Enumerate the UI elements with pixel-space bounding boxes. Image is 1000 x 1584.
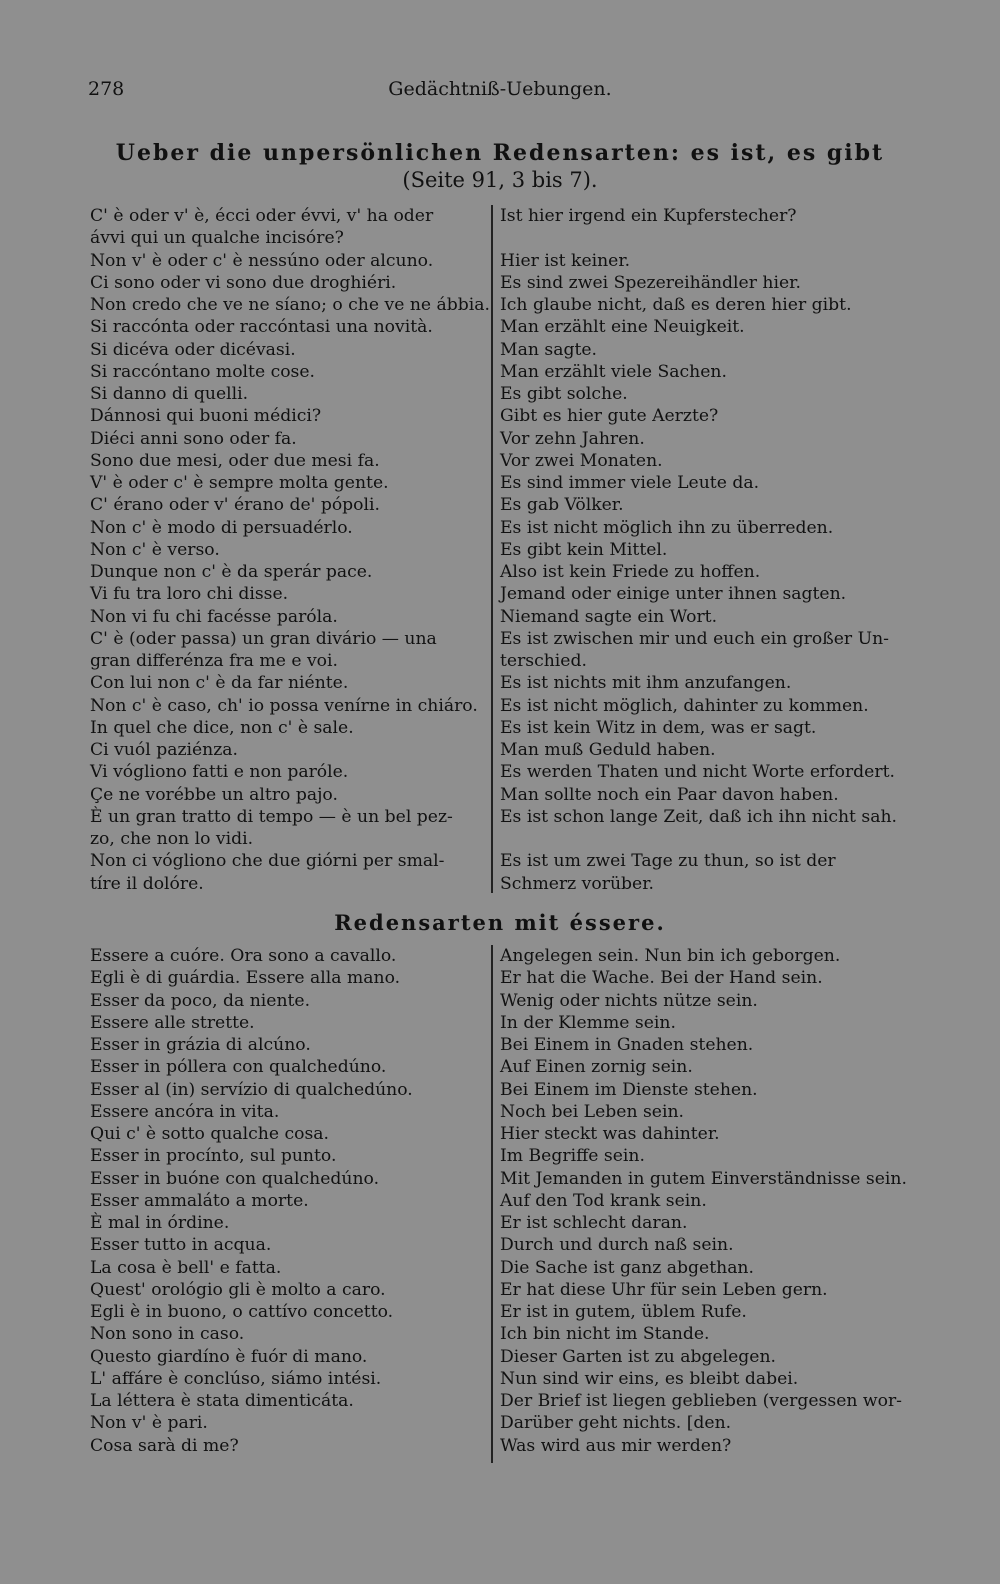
text-line: Esser in póllera con qualchedúno. — [90, 1057, 387, 1078]
text-line: Man sollte noch ein Paar davon haben. — [500, 784, 839, 805]
text-line: Si raccónta oder raccóntasi una novità. — [90, 317, 433, 338]
italian-column — [90, 205, 490, 895]
text-line: Diéci anni sono oder fa. — [90, 428, 297, 449]
text-line: Es gibt kein Mittel. — [500, 539, 668, 560]
text-line: Nun sind wir eins, es bleibt dabei. — [500, 1368, 799, 1389]
text-line: zo, che non lo vidi. — [90, 829, 254, 849]
text-line: Esser ammaláto a morte. — [90, 1190, 309, 1211]
text-line: Non credo che ve ne síano; o che ve ne ábbia. — [90, 295, 491, 315]
text-line: In quel che dice, non c' è sale. — [90, 717, 354, 738]
text-line: La cosa è bell' e fatta. — [90, 1257, 282, 1278]
italian-column-2 — [90, 945, 413, 1457]
text-line: Bei Einem im Dienste stehen. — [500, 1079, 758, 1100]
text-line: Jemand oder einige unter ihnen sagten. — [500, 584, 847, 605]
text-line: Ci vuól paziénza. — [90, 740, 239, 760]
text-line: tíre il dolóre. — [90, 873, 204, 894]
text-line: Man erzählt viele Sachen. — [500, 361, 727, 382]
text-line: Vor zehn Jahren. — [500, 428, 645, 449]
text-line: Die Sache ist ganz abgethan. — [500, 1257, 754, 1278]
text-line: Er ist in gutem, üblem Rufe. — [500, 1302, 747, 1322]
section-title: Ueber die unpersönlichen Redensarten: es ist, es gibt — [115, 140, 885, 166]
text-line: terschied. — [500, 651, 587, 671]
text-line: Egli è in buono, o cattívo concetto. — [90, 1302, 394, 1322]
text-line: Esser in buóne con qualchedúno. — [90, 1168, 380, 1189]
text-line: V' è oder c' è sempre molta gente. — [90, 473, 389, 493]
text-line: Sono due mesi, oder due mesi fa. — [90, 450, 380, 471]
german-column-2 — [500, 945, 907, 1457]
text-line: Essere alle strette. — [90, 1012, 255, 1033]
text-line: Schmerz vorüber. — [500, 873, 654, 894]
text-line: Also ist kein Friede zu hoffen. — [500, 562, 761, 582]
text-line: Es werden Thaten und nicht Worte erfordert. — [500, 762, 895, 783]
text-line: Es ist kein Witz in dem, was er sagt. — [500, 717, 817, 738]
text-line: Es sind zwei Spezereihändler hier. — [500, 272, 801, 293]
text-line: In der Klemme sein. — [500, 1012, 676, 1033]
page-number: 278 — [88, 78, 125, 100]
text-line: Cosa sarà di me? — [90, 1435, 239, 1456]
text-line: L' affáre è conclúso, siámo intési. — [90, 1368, 382, 1389]
text-line: Non sono in caso. — [90, 1324, 245, 1345]
text-line: Quest' orológio gli è molto a caro. — [90, 1279, 386, 1300]
text-line: Dieser Garten ist zu abgelegen. — [500, 1346, 776, 1367]
text-line: Es sind immer viele Leute da. — [500, 473, 760, 493]
text-line: Hier steckt was dahinter. — [500, 1124, 720, 1144]
text-line: Dánnosi qui buoni médici? — [90, 406, 322, 427]
text-line: Esser al (in) servízio di qualchedúno. — [90, 1079, 413, 1100]
text-line: Non c' è modo di persuadérlo. — [90, 517, 353, 538]
text-line: ávvi qui un qualche incisóre? — [90, 228, 344, 249]
text-line: Man erzählt eine Neuigkeit. — [500, 317, 745, 338]
text-line: C' è (oder passa) un gran divário — una — [90, 628, 437, 649]
text-line: Darüber geht nichts. [den. — [500, 1413, 732, 1434]
text-line: Noch bei Leben sein. — [500, 1101, 684, 1122]
text-line: Niemand sagte ein Wort. — [500, 606, 718, 627]
text-line: Non c' è caso, ch' io possa venírne in chiáro. — [90, 695, 478, 716]
text-line: È un gran tratto di tempo — è un bel pez- — [90, 806, 453, 827]
text-line: Ich bin nicht im Stande. — [500, 1324, 710, 1345]
text-line: Man sagte. — [500, 339, 597, 360]
text-line: Es ist zwischen mir und euch ein großer Un- — [500, 628, 889, 649]
text-line: Qui c' è sotto qualche cosa. — [90, 1124, 330, 1144]
text-line: Con lui non c' è da far niénte. — [90, 673, 349, 694]
text-line: C' érano oder v' érano de' pópoli. — [90, 495, 380, 516]
text-line: Ci sono oder vi sono due droghiéri. — [90, 272, 397, 293]
text-line: Si dicéva oder dicévasi. — [90, 339, 296, 360]
german-column — [500, 205, 897, 895]
column-divider — [491, 205, 493, 893]
text-line: Man muß Geduld haben. — [500, 740, 716, 760]
text-line: Non v' è oder c' è nessúno oder alcuno. — [90, 250, 434, 271]
text-line: Esser in grázia di alcúno. — [90, 1035, 311, 1055]
text-line: Mit Jemanden in gutem Einverständnisse sein. — [500, 1168, 907, 1189]
text-line: Questo giardíno è fuór di mano. — [90, 1346, 368, 1367]
text-line: Er hat die Wache. Bei der Hand sein. — [500, 968, 823, 989]
text-line: Gibt es hier gute Aerzte? — [500, 406, 719, 427]
text-line: Es ist nicht möglich ihn zu überreden. — [500, 517, 834, 538]
text-line: Ich glaube nicht, daß es deren hier gibt. — [500, 295, 852, 315]
text-line: Es gibt solche. — [500, 384, 628, 404]
text-line: Non ci vógliono che due giórni per smal- — [90, 851, 445, 872]
text-line: Hier ist keiner. — [500, 250, 631, 271]
text-line: Non v' è pari. — [90, 1413, 208, 1434]
text-line: Esser in procínto, sul punto. — [90, 1146, 337, 1167]
text-line: Egli è di guárdia. Essere alla mano. — [90, 968, 401, 989]
text-line: Es ist schon lange Zeit, daß ich ihn nicht sah. — [500, 806, 897, 827]
text-line: Vi fu tra loro chi disse. — [90, 584, 289, 605]
text-line: Angelegen sein. Nun bin ich geborgen. — [500, 946, 841, 966]
text-line: Im Begriffe sein. — [500, 1146, 645, 1167]
text-line: Non vi fu chi facésse paróla. — [90, 606, 338, 627]
text-line: Non c' è verso. — [90, 539, 220, 560]
text-line: Es ist um zwei Tage zu thun, so ist der — [500, 851, 836, 872]
text-line: Er ist schlecht daran. — [500, 1213, 688, 1233]
text-line: Vi vógliono fatti e non paróle. — [90, 762, 349, 783]
text-line: Esser da poco, da niente. — [90, 990, 311, 1011]
section-subtitle: (Seite 91, 3 bis 7). — [402, 168, 598, 192]
text-line — [500, 828, 897, 850]
text-line: Vor zwei Monaten. — [500, 450, 663, 471]
text-line: Bei Einem in Gnaden stehen. — [500, 1035, 754, 1055]
text-line: Ist hier irgend ein Kupferstecher? — [500, 206, 797, 226]
text-line: Auf den Tod krank sein. — [500, 1190, 707, 1211]
text-line: Es ist nichts mit ihm anzufangen. — [500, 673, 792, 694]
running-head: Gedächtniß-Uebungen. — [388, 78, 612, 100]
text-line: Es gab Völker. — [500, 495, 624, 516]
text-line: Essere ancóra in vita. — [90, 1101, 280, 1122]
text-line: Durch und durch naß sein. — [500, 1235, 734, 1256]
text-line: Er hat diese Uhr für sein Leben gern. — [500, 1279, 828, 1300]
text-line: Wenig oder nichts nütze sein. — [500, 990, 758, 1011]
text-line — [500, 227, 897, 249]
text-line: Dunque non c' è da sperár pace. — [90, 562, 373, 582]
text-line: Es ist nicht möglich, dahinter zu kommen. — [500, 695, 869, 716]
text-line: La léttera è stata dimenticáta. — [90, 1391, 354, 1411]
text-line: Essere a cuóre. Ora sono a cavallo. — [90, 946, 397, 966]
text-line: Esser tutto in acqua. — [90, 1235, 272, 1256]
text-line: Çe ne vorébbe un altro pajo. — [90, 784, 338, 805]
text-line: Si danno di quelli. — [90, 384, 249, 404]
text-line: Was wird aus mir werden? — [500, 1435, 732, 1456]
text-line: Der Brief ist liegen geblieben (vergessen wor- — [500, 1391, 902, 1411]
text-line: Auf Einen zornig sein. — [500, 1057, 693, 1078]
section-title-2: Redensarten mit éssere. — [334, 910, 666, 935]
text-line: Si raccóntano molte cose. — [90, 361, 316, 382]
text-line: È mal in órdine. — [90, 1213, 230, 1233]
text-line: C' è oder v' è, écci oder évvi, v' ha oder — [90, 206, 434, 226]
text-line: gran differénza fra me e voi. — [90, 651, 338, 671]
column-divider-2 — [491, 945, 493, 1463]
